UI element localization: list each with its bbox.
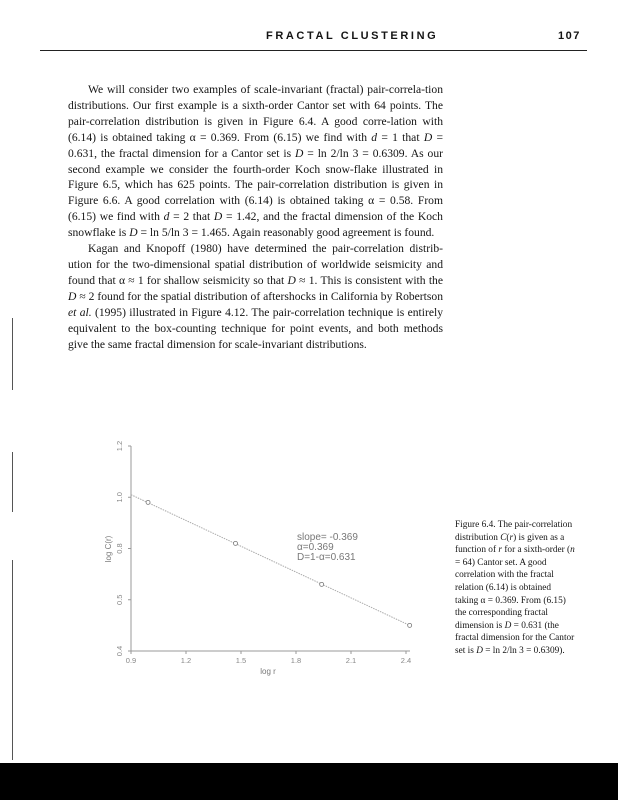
paragraph-2: Kagan and Knopoff (1980) have determined the pair-correlation distrib-ution for the two-dimensional spatial distribution of worldwide seismicity and found that α ≈ 1 for shallow seismicity so that D ≈ 1. This is consistent with the D ≈ 2 found for the spatial distribution of aftershocks in California by Robertson et al. (1995) illustrated in Figure 4.12. The pair-correlation technique is entirely equivalent to the box-counting technique for point events, and both methods give the same fractal dimension for scale-invariant distributions. xyxy=(68,242,443,351)
running-title: FRACTAL CLUSTERING xyxy=(266,30,439,42)
data-point xyxy=(234,541,238,545)
x-tick-label: 2.1 xyxy=(345,656,357,665)
figure-6-4 xyxy=(88,438,428,688)
y-tick-label: 0.4 xyxy=(115,645,124,657)
chart-marks xyxy=(131,495,412,628)
x-axis-label: log r xyxy=(260,667,276,676)
scan-bottom-bar xyxy=(0,763,618,800)
data-point xyxy=(408,623,412,627)
x-tick-label: 1.5 xyxy=(235,656,247,665)
x-tick-label: 1.8 xyxy=(290,656,302,665)
x-tick-label: 2.4 xyxy=(400,656,412,665)
fit-line xyxy=(131,495,410,626)
annotation-alpha: α=0.369 xyxy=(297,542,334,553)
data-point xyxy=(320,582,324,586)
y-tick-label: 0.8 xyxy=(115,543,124,554)
figure-caption: Figure 6.4. The pair-correlation distribution C(r) is given as a function of r for a sixth-order (n = 64) Cantor set. A good correlation with the fractal relation (6.14) is obtained taking α = 0.369. From (6.15) the corresponding fractal dimension is D = 0.631 (the fractal dimension for the Cantor set is D = ln 2/ln 3 = 0.6309). xyxy=(455,520,575,656)
body-text xyxy=(68,82,443,352)
y-tick-label: 1.0 xyxy=(115,492,124,503)
scan-margin-mark xyxy=(12,452,13,512)
chart-axes xyxy=(115,441,411,665)
data-point xyxy=(146,500,150,504)
scan-margin-mark xyxy=(12,318,13,390)
page-number: 107 xyxy=(558,30,581,42)
y-tick-label: 0.5 xyxy=(115,594,124,605)
pair-correlation-chart xyxy=(88,438,428,688)
annotation-slope: slope= -0.369 xyxy=(297,532,358,543)
y-tick-label: 1.2 xyxy=(115,440,124,452)
paragraph-1: We will consider two examples of scale-invariant (fractal) pair-correla-tion distributions. Our first example is a sixth-order Cantor set with 64 points. The pair-correlation distribution is given in Figure 6.4. A good corre-lation with (6.14) is obtained taking α = 0.369. From (6.15) we find with d = 1 that D = 0.631, the fractal dimension for a Cantor set is D = ln 2/ln 3 = 0.6309. As our second example we consider the fourth-order Koch snow-flake illustrated in Figure 6.5, which has 625 points. The pair-correlation distribution is given in Figure 6.6. A good correlation with (6.14) is obtained taking α = 0.58. From (6.15) we find with d = 2 that D = 1.42, and the fractal dimension of the Koch snowflake is D = ln 5/ln 3 = 1.465. Again reasonably good agreement is found. xyxy=(68,83,443,240)
x-tick-label: 0.9 xyxy=(125,656,137,665)
annotation-dimension: D=1-α=0.631 xyxy=(297,552,356,563)
y-axis-label: log C(r) xyxy=(104,535,113,563)
running-header xyxy=(0,28,618,48)
header-rule xyxy=(40,50,587,51)
scan-margin-mark xyxy=(12,560,13,760)
x-tick-label: 1.2 xyxy=(180,656,192,665)
